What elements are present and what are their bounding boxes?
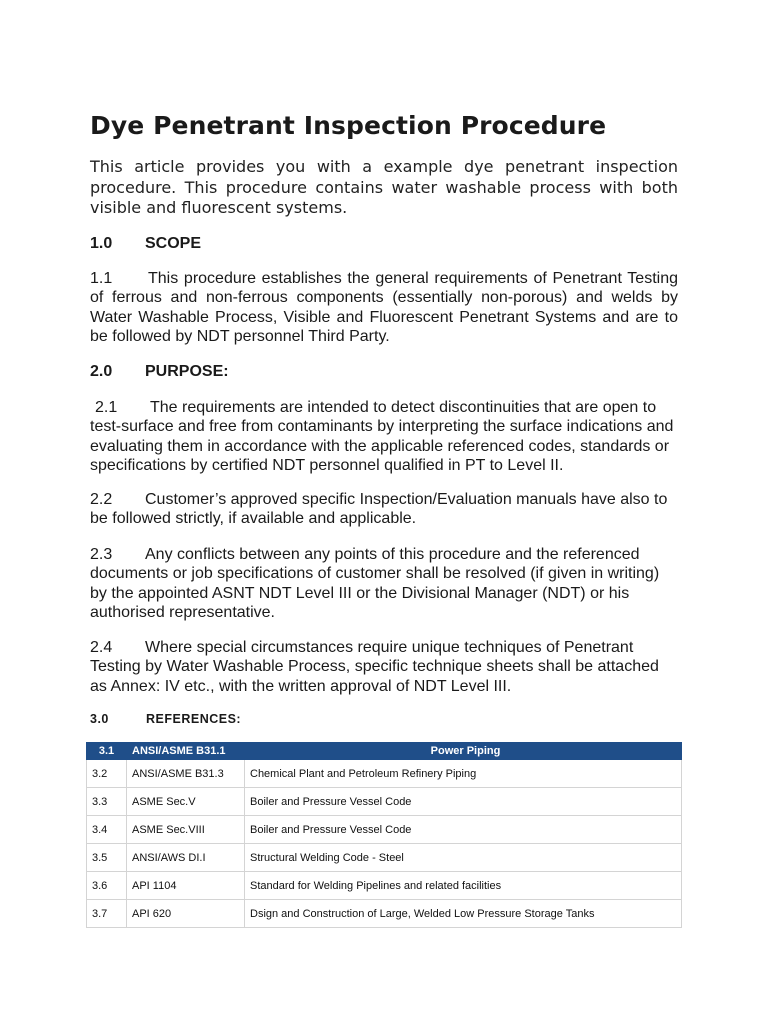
table-row (87, 844, 682, 872)
paragraph-text: Any conflicts between any points of this procedure and the referenced documents or job specifications of customer shall be resolved (if given in writing) by the appointed ASNT NDT Level III or the Divisional Manager (NDT) or his authorised representative. (90, 546, 660, 621)
ref-title: Dsign and Construction of Large, Welded Low Pressure Storage Tanks (245, 900, 682, 928)
paragraph-number: 2.4 (90, 639, 113, 656)
ref-code: API 620 (127, 900, 245, 928)
ref-title: Boiler and Pressure Vessel Code (245, 816, 682, 844)
paragraph-number: 2.1 (95, 399, 118, 416)
paragraph-text: Customer’s approved specific Inspection/Evaluation manuals have also to be followed strictly, if available and applicable. (90, 491, 668, 528)
ref-number: 3.2 (87, 760, 127, 788)
section-number: 3.0 (90, 712, 109, 726)
ref-number: 3.6 (87, 872, 127, 900)
document-title: Dye Penetrant Inspection Procedure (90, 111, 607, 140)
section-heading-purpose (90, 362, 229, 382)
ref-code: ANSI/ASME B31.3 (127, 760, 245, 788)
section-number: 1.0 (90, 235, 113, 252)
section-label: REFERENCES: (146, 712, 242, 726)
ref-number: 3.5 (87, 844, 127, 872)
section-number: 2.0 (90, 363, 113, 380)
table-row (87, 900, 682, 928)
ref-title: Boiler and Pressure Vessel Code (245, 788, 682, 816)
ref-code: API 1104 (127, 872, 245, 900)
paragraph-number: 1.1 (90, 270, 113, 287)
header-cell-num: 3.1 (87, 743, 127, 760)
intro-paragraph: This article provides you with a example dye penetrant inspection procedure. This procedure contains water washable process with both visible and fluorescent systems. (90, 157, 678, 217)
paragraph-2-3 (90, 545, 678, 622)
header-cell-code: ANSI/ASME B31.1 (127, 743, 245, 760)
table-header-row (87, 743, 682, 760)
table-row (87, 872, 682, 900)
section-label: PURPOSE: (145, 363, 229, 380)
paragraph-2-4 (90, 638, 678, 696)
ref-code: ANSI/AWS DI.I (127, 844, 245, 872)
ref-number: 3.3 (87, 788, 127, 816)
paragraph-2-2 (90, 490, 678, 529)
paragraph-number: 2.2 (90, 491, 113, 508)
ref-number: 3.7 (87, 900, 127, 928)
paragraph-2-1 (90, 398, 678, 475)
paragraph-1-1 (90, 269, 678, 346)
section-heading-scope (90, 234, 201, 254)
section-heading-references (90, 711, 241, 727)
paragraph-text: Where special circumstances require unique techniques of Penetrant Testing by Water Washable Process, specific technique sheets shall be attached as Annex: IV etc., with the written approval of NDT Level III. (90, 639, 659, 695)
table-row (87, 760, 682, 788)
table-row (87, 788, 682, 816)
ref-number: 3.4 (87, 816, 127, 844)
ref-code: ASME Sec.VIII (127, 816, 245, 844)
references-table (86, 742, 682, 928)
header-cell-title: Power Piping (245, 743, 682, 760)
ref-code: ASME Sec.V (127, 788, 245, 816)
paragraph-text: The requirements are intended to detect discontinuities that are open to test-surface and free from contaminants by interpreting the surface indications and evaluating them in accordance with the applicable referenced codes, standards or specifications by certified NDT personnel qualified in PT to Level II. (90, 399, 674, 474)
paragraph-number: 2.3 (90, 546, 113, 563)
ref-title: Chemical Plant and Petroleum Refinery Piping (245, 760, 682, 788)
ref-title: Structural Welding Code - Steel (245, 844, 682, 872)
paragraph-text: This procedure establishes the general requirements of Penetrant Testing of ferrous and non-ferrous components (essentially non-porous) and welds by Water Washable Process, Visible and Fluorescent Penetrant Systems and are to be followed by NDT personnel Third Party. (90, 270, 678, 345)
section-label: SCOPE (145, 235, 202, 252)
table-row (87, 816, 682, 844)
ref-title: Standard for Welding Pipelines and related facilities (245, 872, 682, 900)
